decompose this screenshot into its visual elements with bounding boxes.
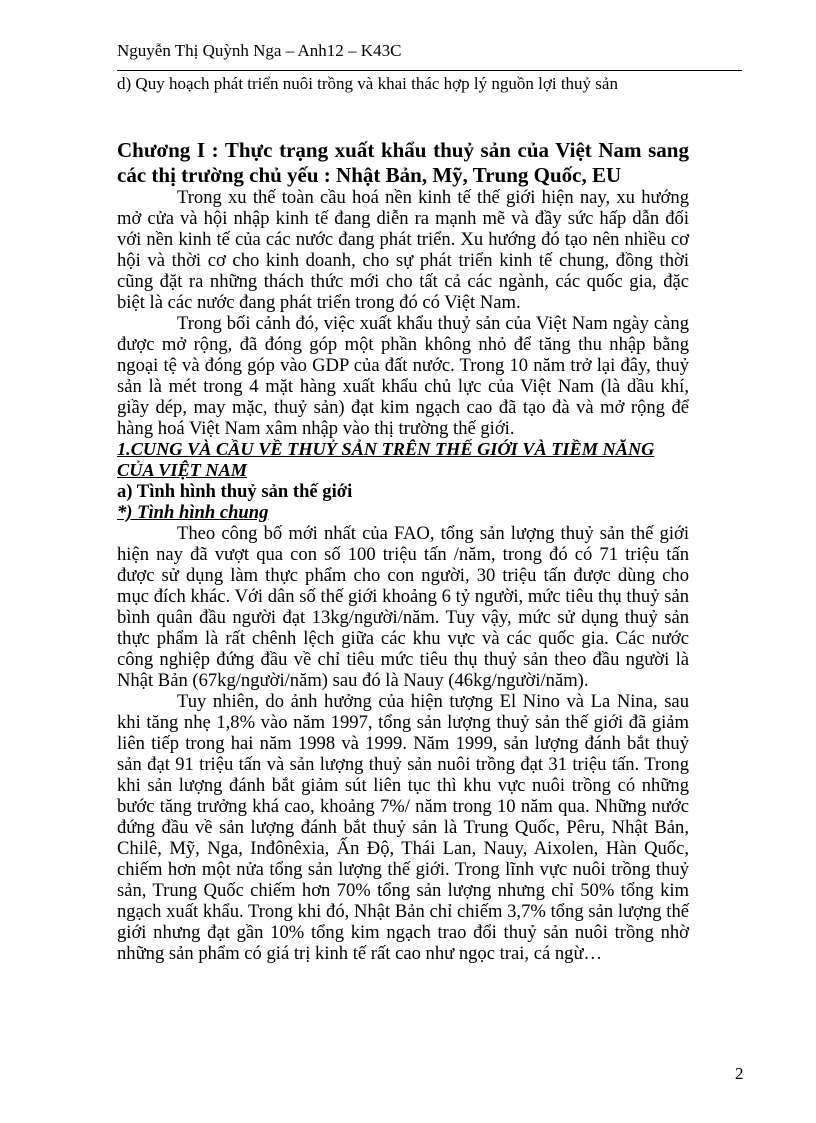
intro-paragraph: Trong xu thế toàn cầu hoá nền kinh tế thế giới hiện nay, xu hướng mở cửa và hội nhập kinh tế đang diễn ra mạnh mẽ và đầy sức hấp dẫn đối với nền kinh tế của các nước đang phát triển. Xu hướng đó tạo nên nhiều cơ hội và thời cơ cho kinh doanh, cho sự phát triển kinh tế chung, đồng thời cũng đặt ra những thách thức mới cho tất cả các ngành, các quốc gia, đặc biệt là các nước đang phát triển trong đó có Việt Nam.	[117, 187, 689, 313]
section-heading: 1.CUNG VÀ CẦU VỀ THUỶ SẢN TRÊN THẾ GIỚI VÀ TIỀM NĂNG CỦA VIỆT NAM	[117, 439, 655, 480]
body-paragraph: Tuy nhiên, do ảnh hưởng của hiện tượng El Nino và La Nina, sau khi tăng nhẹ 1,8% vào năm 1997, tổng sản lượng thuỷ sản thế giới đã giảm liên tiếp trong hai năm 1998 và 1999. Năm 1999, sản lượng đánh bắt thuỷ sản đạt 91 triệu tấn và sản lượng thuỷ sản nuôi trồng đạt 31 triệu tấn. Trong khi sản lượng đánh bắt giảm sút liên tục thì khu vực nuôi trồng có những bước tăng trưởng khá cao, khoảng 7%/ năm trong 10 năm qua. Những nước đứng đầu về sản lượng đánh bắt thuỷ sản là Trung Quốc, Pêru, Nhật Bản, Chilê, Mỹ, Nga, Inđônêxia, Ấn Độ, Thái Lan, Nauy, Aixolen, Hàn Quốc, chiếm hơn một nửa tổng sản lượng thế giới. Trong lĩnh vực nuôi trồng thuỷ sản, Trung Quốc chiếm hơn 70% tổng sản lượng nhưng chỉ 50% tổng kim ngạch xuất khẩu. Trong khi đó, Nhật Bản chỉ chiếm 3,7% tổng sản lượng thế giới nhưng đạt gần 10% tổng kim ngạch trao đổi thuỷ sản nuôi trồng nhờ những sản phẩm có giá trị kinh tế rất cao như ngọc trai, cá ngừ…	[117, 691, 689, 964]
page-number: 2	[735, 1064, 744, 1083]
body-paragraph: Theo công bố mới nhất của FAO, tổng sản lượng thuỷ sản thế giới hiện nay đã vượt qua con số 100 triệu tấn /năm, trong đó có 71 triệu tấn được sử dụng làm thực phẩm cho con người, 30 triệu tấn được dùng cho mục đích khác. Với dân số thế giới khoảng 6 tỷ người, mức tiêu thụ thuỷ sản bình quân đầu người đạt 13kg/người/năm. Tuy vậy, mức sử dụng thuỷ sản thực phẩm là rất chênh lệch giữa các khu vực và các quốc gia. Các nước công nghiệp đứng đầu về chỉ tiêu mức tiêu thụ thuỷ sản theo đầu người là Nhật Bản (67kg/người/năm) sau đó là Nauy (46kg/người/năm).	[117, 523, 689, 691]
chapter-title: Chương I : Thực trạng xuất khẩu thuỷ sản của Việt Nam sang các thị trường chủ yếu : Nhật Bản, Mỹ, Trung Quốc, EU	[117, 138, 689, 187]
intro-paragraph: Trong bối cảnh đó, việc xuất khẩu thuỷ sản của Việt Nam ngày càng được mở rộng, đã đóng góp một phần không nhỏ để tăng thu nhập bằng ngoại tệ và đóng góp vào GDP của đất nước. Trong 10 năm trở lại đây, thuỷ sản là mét trong 4 mặt hàng xuất khẩu chủ lực của Việt Nam (là dầu khí, giầy dép, may mặc, thuỷ sản) đạt kim ngạch cao đã tạo đà và mở rộng để hàng hoá Việt Nam xâm nhập vào thị trường thế giới.	[117, 313, 689, 439]
subsection-heading: a) Tình hình thuỷ sản thế giới	[117, 481, 353, 502]
previous-section-item: d) Quy hoạch phát triển nuôi trồng và khai thác hợp lý nguồn lợi thuỷ sản	[117, 74, 618, 93]
subsubsection-heading: *) Tình hình chung	[117, 502, 269, 523]
running-header: Nguyễn Thị Quỳnh Nga – Anh12 – K43C	[117, 41, 402, 60]
main-content	[117, 138, 689, 964]
header-divider	[117, 70, 742, 71]
